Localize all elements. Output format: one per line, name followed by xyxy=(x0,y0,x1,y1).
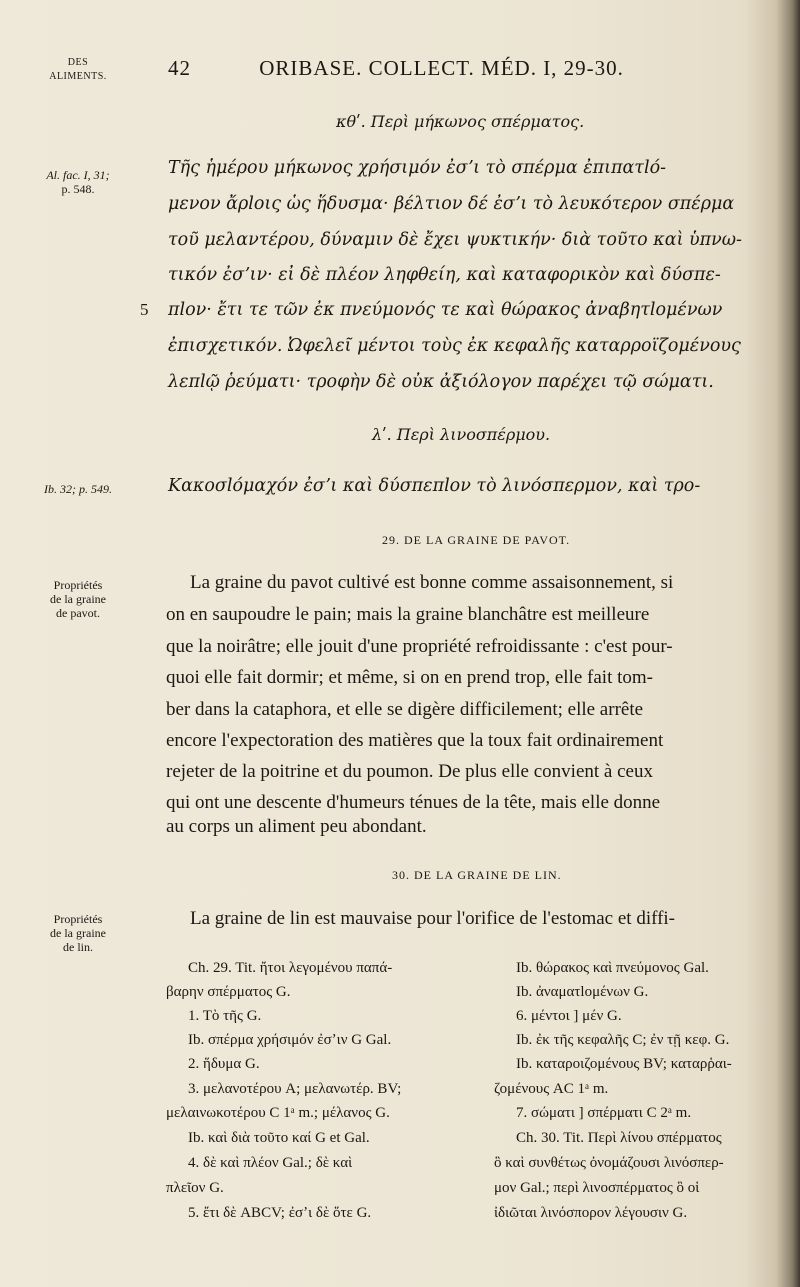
apparatus-note: 4. δὲ καὶ πλέον Gal.; δὲ καὶ xyxy=(188,1155,353,1171)
french-line: au corps un aliment peu abondant. xyxy=(166,816,427,837)
margin-note-pavot xyxy=(18,578,138,620)
greek-line: Τῆς ἡμέρου μήκωνος χρήσιμόν ἐσʼι τὸ σπέρμα ἐπιπατlό- xyxy=(168,158,667,178)
greek-line: Κακοσlόμαχόν ἐσʼι καὶ δύσπεπlον τὸ λινόσπερμον, καὶ τρο- xyxy=(168,476,701,496)
apparatus-note: Ch. 30. Tit. Περὶ λίνου σπέρματος xyxy=(516,1130,722,1146)
apparatus-note: 5. ἔτι δὲ ABCV; ἐσʼι δὲ ὅτε G. xyxy=(188,1205,372,1221)
margin-line: de la graine xyxy=(50,592,106,606)
margin-line: Propriétés xyxy=(53,912,103,926)
margin-note-lin xyxy=(18,912,138,954)
margin-line: p. 548. xyxy=(61,182,95,196)
french-line: ber dans la cataphora, et elle se digère difficilement; elle arrête xyxy=(166,699,644,720)
page-number: 42 xyxy=(168,56,191,80)
french-line: encore l'expectoration des matières que la toux fait ordinairement xyxy=(166,730,664,751)
margin-line: Propriétés xyxy=(53,578,103,592)
apparatus-note: Ib. καὶ διὰ τοῦτο καί G et Gal. xyxy=(188,1130,370,1146)
french-line: quoi elle fait dormir; et même, si on en prend trop, elle fait tom- xyxy=(166,667,653,688)
apparatus-note: Ib. θώρακος καὶ πνεύμονος Gal. xyxy=(516,960,709,976)
margin-line: DES xyxy=(67,57,89,68)
margin-section-label xyxy=(18,56,138,84)
apparatus-note: βαρην σπέρματος G. xyxy=(166,984,291,1000)
french-chapter-title-30: 30. DE LA GRAINE DE LIN. xyxy=(392,868,562,882)
apparatus-note: 2. ἥδυμα G. xyxy=(188,1056,260,1072)
apparatus-note: μελαινωκοτέρου C 1ᵃ m.; μέλανος G. xyxy=(166,1105,390,1121)
french-line: qui ont une descente d'humeurs ténues de la tête, mais elle donne xyxy=(166,792,661,813)
margin-line: de la graine xyxy=(50,926,106,940)
french-line: La graine du pavot cultivé est bonne comme assaisonnement, si xyxy=(190,572,674,593)
apparatus-note: Ib. σπέρμα χρήσιμόν ἐσʼιν G Gal. xyxy=(188,1032,392,1048)
apparatus-note: ἰδιῶται λινόσπορον λέγουσιν G. xyxy=(494,1205,688,1221)
running-header xyxy=(168,56,624,81)
apparatus-note: ὃ καὶ συνθέτως ὀνομάζουσι λινόσπερ- xyxy=(494,1155,724,1171)
margin-line: de lin. xyxy=(63,940,93,954)
margin-line: Al. fac. I, 31; xyxy=(46,168,110,182)
apparatus-note: 1. Τὸ τῆς G. xyxy=(188,1008,262,1024)
greek-line: πlον· ἔτι τε τῶν ἐκ πνεύμονός τε καὶ θώρακος ἀναβητlομένων xyxy=(168,300,723,320)
apparatus-note: Ch. 29. Tit. ἤτοι λεγομένου παπά- xyxy=(188,960,393,976)
greek-chapter-title-30: λʹ. Περὶ λινοσπέρμου. xyxy=(372,425,551,444)
greek-line: λεπlῷ ῥεύματι· τροφὴν δὲ οὐκ ἀξιόλογον παρέχει τῷ σώματι. xyxy=(168,372,714,392)
greek-chapter-title-29: κθʹ. Περὶ μήκωνος σπέρματος. xyxy=(336,112,585,131)
margin-line: de pavot. xyxy=(56,606,100,620)
apparatus-note: μον Gal.; περὶ λινοσπέρματος ὃ οἱ xyxy=(494,1180,700,1196)
apparatus-note: πλεῖον G. xyxy=(166,1180,224,1196)
running-title: ORIBASE. COLLECT. MÉD. I, 29-30. xyxy=(259,56,624,80)
apparatus-note: 7. σώματι ] σπέρματι C 2ᵃ m. xyxy=(516,1105,692,1121)
apparatus-note: Ib. ἐκ τῆς κεφαλῆς C; ἐν τῇ κεφ. G. xyxy=(516,1032,730,1048)
apparatus-note: 3. μελανοτέρου A; μελανωτέρ. BV; xyxy=(188,1081,402,1097)
margin-line: Ib. 32; p. 549. xyxy=(44,482,112,496)
french-line: rejeter de la poitrine et du poumon. De plus elle convient à ceux xyxy=(166,761,653,782)
french-line: que la noirâtre; elle jouit d'une propriété refroidissante : c'est pour- xyxy=(166,636,673,657)
apparatus-note: Ib. ἀναματlομένων G. xyxy=(516,984,649,1000)
french-line: La graine de lin est mauvaise pour l'orifice de l'estomac et diffi- xyxy=(190,908,676,929)
greek-line: τοῦ μελαντέρου, δύναμιν δὲ ἔχει ψυκτικήν· διὰ τοῦτο καὶ ὑπνω- xyxy=(168,230,742,250)
apparatus-note: 6. μέντοι ] μέν G. xyxy=(516,1008,622,1024)
apparatus-note: Ib. καταροιζομένους BV; καταρῥαι- xyxy=(516,1056,732,1072)
greek-line: μενον ἄρlοις ὡς ἥδυσμα· βέλτιον δέ ἐσʼι τὸ λευκότερον σπέρμα xyxy=(168,194,735,214)
margin-line: ALIMENTS. xyxy=(49,71,107,82)
line-number: 5 xyxy=(140,300,149,319)
apparatus-note: ζομένους AC 1ᵃ m. xyxy=(494,1081,609,1097)
margin-reference-2 xyxy=(18,482,138,496)
greek-line: ἐπισχετικόν. Ὠφελεῖ μέντοι τοὺς ἐκ κεφαλῆς καταρροϊζομένους xyxy=(168,336,741,356)
french-chapter-title-29: 29. DE LA GRAINE DE PAVOT. xyxy=(382,533,571,547)
french-line: on en saupoudre le pain; mais la graine blanchâtre est meilleure xyxy=(166,604,650,625)
margin-reference-1 xyxy=(18,168,138,196)
greek-line: τικόν ἐσʼιν· εἰ δὲ πλέον ληφθείη, καὶ καταφορικὸν καὶ δύσπε- xyxy=(168,265,721,285)
